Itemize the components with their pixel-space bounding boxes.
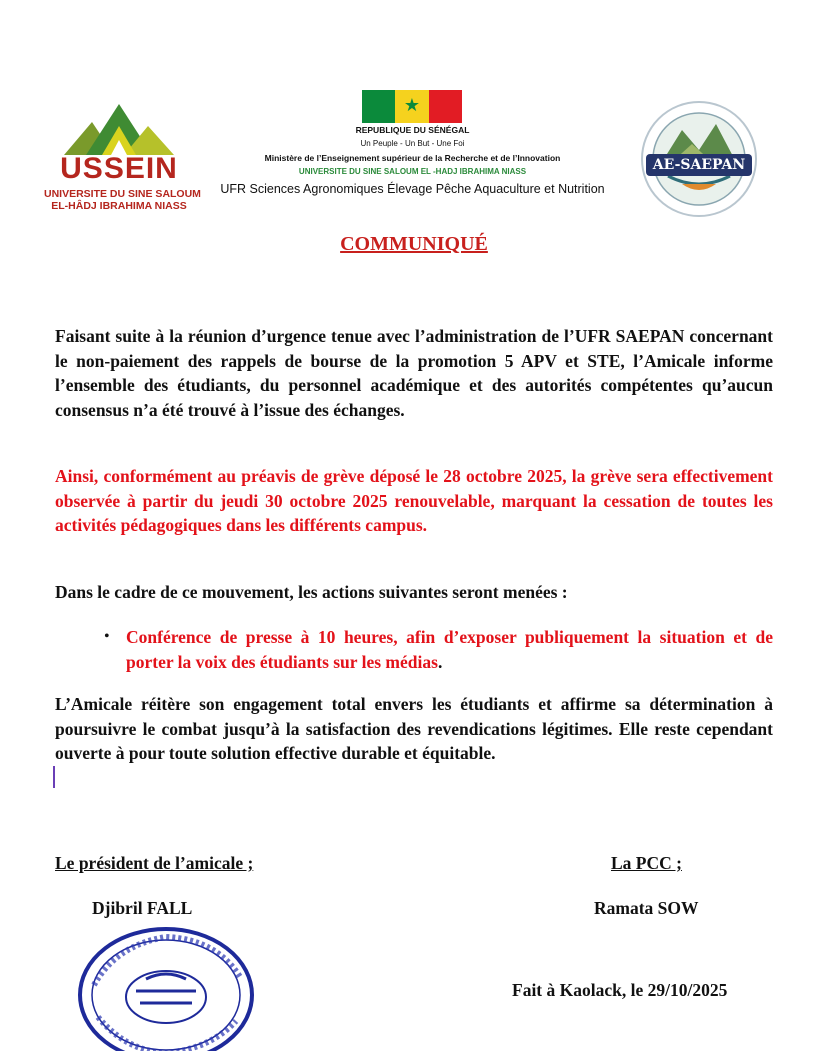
republic-label: REPUBLIQUE DU SÉNÉGAL [355,125,470,135]
ae-saepan-logo [632,100,766,218]
ufr-label: UFR Sciences Agronomiques Élevage Pêche Aquaculture et Nutrition [220,182,605,196]
paragraph-strike-notice: Ainsi, conformément au préavis de grève déposé le 28 octobre 2025, la grève sera effectivement observée à partir du jeudi 30 octobre 2025 renouvelable, marquant la cessation de toutes les activités pédagogiques dans les différents campus. [55,466,773,535]
action-item-body: Conférence de presse à 10 heures, afin d’exposer publiquement la situation et de porter la voix des étudiants sur les médias [126,627,773,672]
university-label: UNIVERSITE DU SINE SALOUM EL -HADJ IBRAHIMA NIASS [298,167,527,176]
ussein-logo [44,100,201,212]
document-title: COMMUNIQUÉ [340,233,488,255]
bullet-icon: • [104,628,110,645]
official-stamp [76,925,256,1051]
action-item-period: . [437,651,443,672]
text-cursor [53,766,55,788]
ae-saepan-logo-name: AE-SAEPAN [652,157,746,173]
action-item-text [126,625,773,674]
ministry-label: Ministère de l’Enseignement supérieur de la Recherche et de l’Innovation [264,153,561,163]
paragraph-context: Faisant suite à la réunion d’urgence tenue avec l’administration de l’UFR SAEPAN concernant le non-paiement des rappels de bourse de la promotion 5 APV et STE, l’Amicale informe l’ensemble des étudiants, du personnel académique et des autorités compétentes qu’aucun consensus n’a été trouvé à l’issue des échanges. [55,326,773,420]
pcc-title: La PCC ; [611,853,682,873]
president-title: Le président de l’amicale ; [55,853,254,873]
paragraph-actions-intro: Dans le cadre de ce mouvement, les actions suivantes seront menées : [55,582,568,602]
star-icon: ★ [403,95,421,116]
president-name: Djibril FALL [92,898,193,918]
ussein-logo-line2: EL-HÂDJ IBRAHIMA NIASS [51,200,187,212]
mountains-icon [64,100,174,155]
pcc-name: Ramata SOW [594,898,699,918]
national-motto: Un Peuple - Un But - Une Foi [360,139,465,148]
ussein-logo-name: USSEIN [60,152,178,185]
ussein-logo-line1: UNIVERSITE DU SINE SALOUM [44,188,201,200]
senegal-flag-icon [362,90,462,123]
paragraph-commitment: L’Amicale réitère son engagement total envers les étudiants et affirme sa détermination à poursuivre le combat jusqu’à la satisfaction des revendications légitimes. Elle reste cependant ouverte à pour toute solution effective durable et équitable. [55,694,773,763]
place-and-date: Fait à Kaolack, le 29/10/2025 [512,980,728,1000]
